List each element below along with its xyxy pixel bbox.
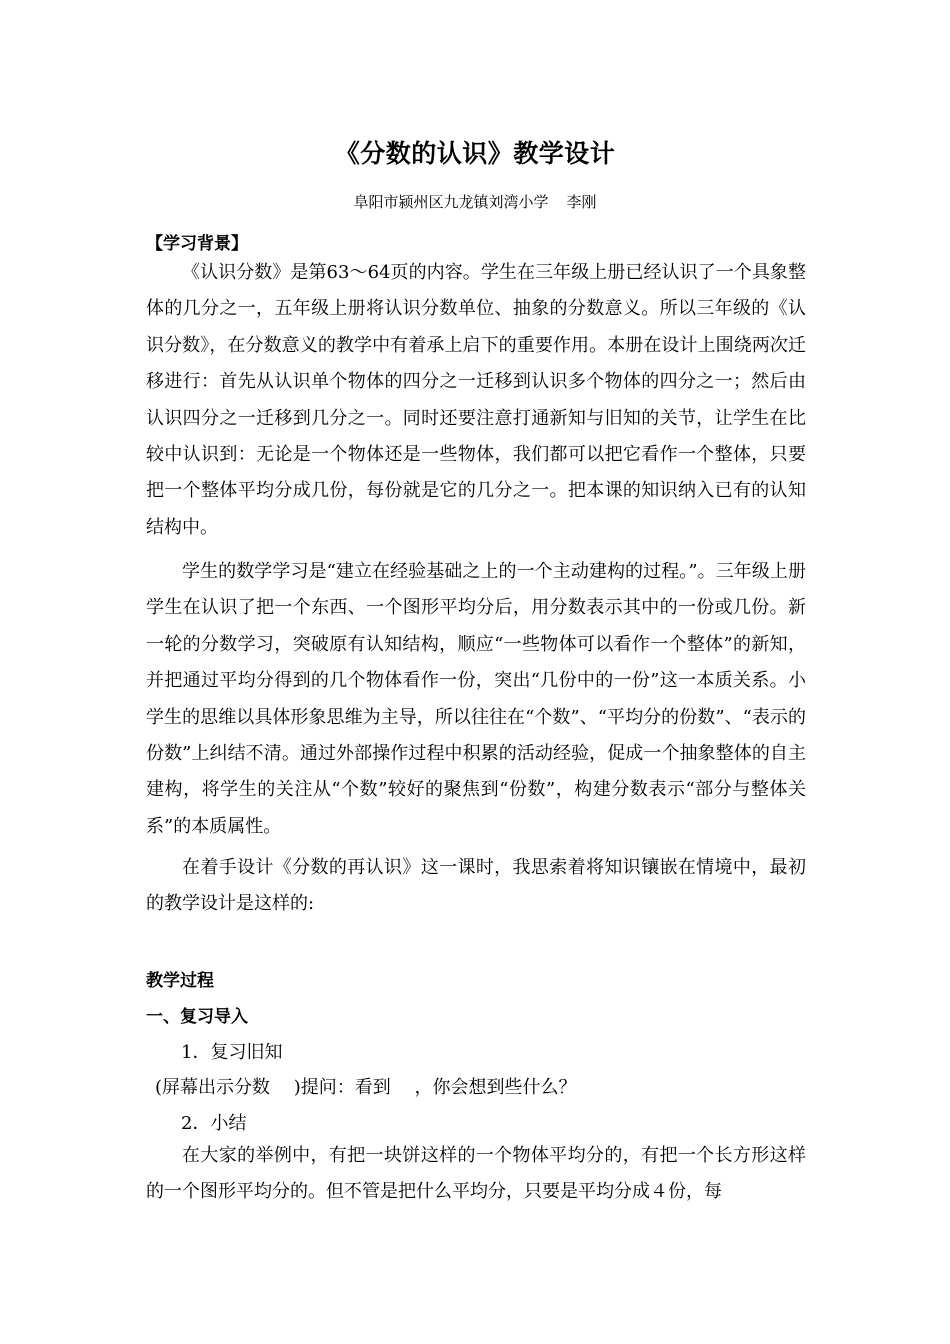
item-1-text: (屏幕出示分数 )提问：看到 ，你会想到些什么？	[155, 1077, 577, 1098]
author-school: 阜阳市颍州区九龙镇刘湾小学	[353, 193, 549, 211]
author-line	[0, 191, 950, 212]
item-2-text: 在大家的举例中，有把一块饼这样的一个物体平均分的，有把一个长方形这样的一个图形平均分的。但不管是把什么平均分，只要是平均分成４份，每	[146, 1145, 806, 1203]
background-paragraph-3: 在着手设计《分数的再认识》这一课时，我思索着将知识镶嵌在情境中，最初的教学设计是这样的:	[146, 857, 806, 915]
item-1-label: 1．复习旧知	[181, 1042, 283, 1063]
background-paragraph-2: 学生的数学学习是“建立在经验基础之上的一个主动建构的过程。”。三年级上册学生在认识了把一个东西、一个图形平均分后，用分数表示其中的一份或几份。新一轮的分数学习，突破原有认知结构，顺应“一些物体可以看作一个整体”的新知，并把通过平均分得到的几个物体看作一份，突出“几份中的一份”这一本质关系。小学生的思维以具体形象思维为主导，所以往往在“个数”、“平均分的份数”、“表示的份数”上纠结不清。通过外部操作过程中积累的活动经验，促成一个抽象整体的自主建构，将学生的关注从“个数”较好的聚焦到“份数”，构建分数表示“部分与整体关系”的本质属性。	[146, 561, 806, 837]
author-name: 李刚	[566, 193, 597, 211]
process-heading: 教学过程	[146, 971, 214, 991]
background-paragraph-1: 《认识分数》是第63～64页的内容。学生在三年级上册已经认识了一个具象整体的几分之一，五年级上册将认识分数单位、抽象的分数意义。所以三年级的《认识分数》，在分数意义的教学中有着承上启下的重要作用。本册在设计上围绕两次迁移进行：首先从认识单个物体的四分之一迁移到认识多个物体的四分之一；然后由认识四分之一迁移到几分之一。同时还要注意打通新知与旧知的关节，让学生在比较中认识到：无论是一个物体还是一些物体，我们都可以把它看作一个整体，只要把一个整体平均分成几份，每份就是它的几分之一。把本课的知识纳入已有的认知结构中。	[146, 262, 806, 538]
background-heading: 【学习背景】	[146, 234, 248, 254]
section-1-heading: 一、复习导入	[146, 1007, 248, 1027]
item-2-label: 2．小结	[181, 1113, 247, 1134]
document-title: 《分数的认识》教学设计	[334, 139, 616, 168]
